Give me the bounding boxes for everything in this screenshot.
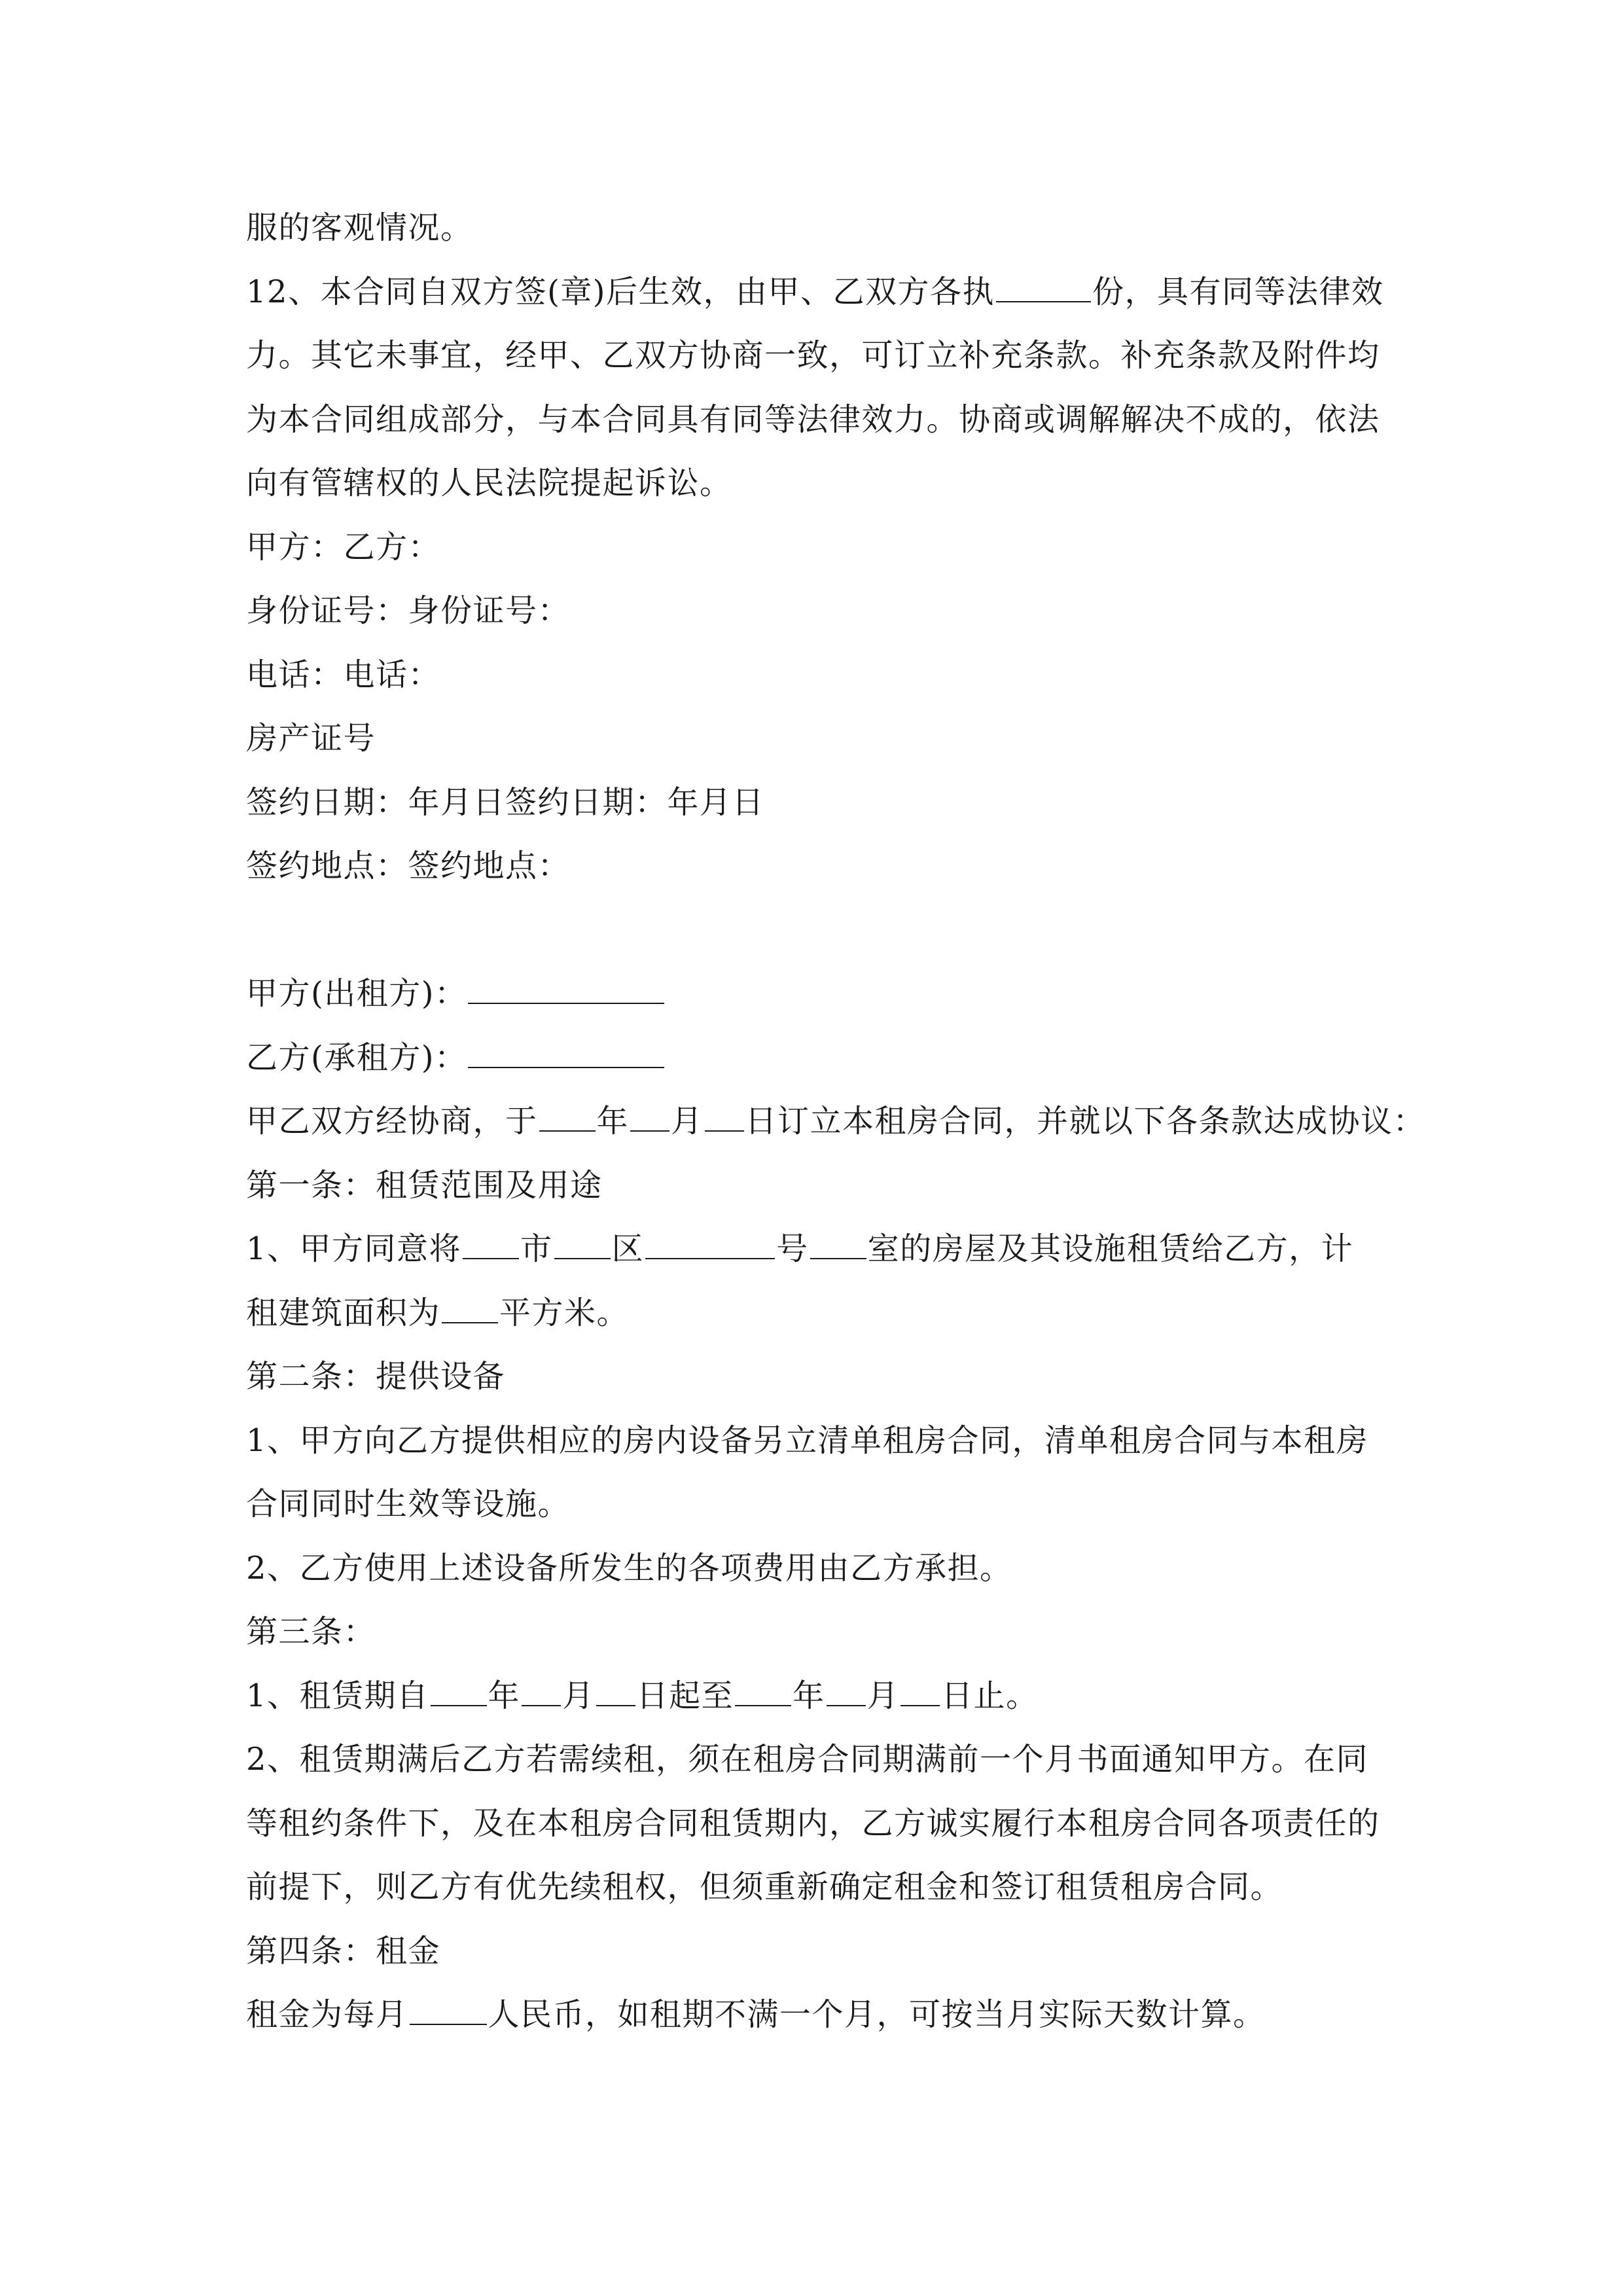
fill-in-blank (630, 1103, 669, 1132)
text-line (246, 1537, 1385, 1601)
text-segment: 日止。 (941, 1677, 1039, 1714)
text-segment: 年 (596, 1103, 630, 1139)
text-segment: 号 (776, 1230, 809, 1267)
text-segment: 等租约条件下，及在本租房合同租赁期内，乙方诚实履行本租房合同各项责任的 (246, 1804, 1380, 1842)
text-segment: 第四条：租金 (246, 1932, 441, 1969)
text-line (246, 1664, 1385, 1729)
text-segment: 签约日期：年月日签约日期：年月日 (246, 783, 765, 821)
text-segment: 份，具有同等法律效 (1092, 273, 1384, 310)
text-segment: 市 (520, 1230, 553, 1267)
text-segment: 平方米。 (499, 1294, 630, 1331)
text-segment: 年 (488, 1677, 521, 1714)
text-segment: 2、乙方使用上述设备所发生的各项费用由乙方承担。 (246, 1549, 1012, 1587)
document-body (246, 196, 1426, 2047)
text-segment: 前提下，则乙方有优先续租权，但须重新确定租金和签订租赁租房合同。 (246, 1869, 1283, 1905)
text-segment: 乙方(承租方)： (246, 1039, 467, 1076)
text-segment: 1、甲方同意将 (246, 1230, 462, 1267)
fill-in-blank (410, 1996, 487, 2025)
fill-in-blank (810, 1230, 866, 1259)
text-segment: 1、甲方向乙方提供相应的房内设备另立清单租房合同，清单租房合同与本租房 (246, 1422, 1369, 1459)
text-line (246, 1983, 1385, 2047)
text-segment: 月 (866, 1677, 900, 1714)
text-line (246, 1217, 1385, 1282)
text-segment: 房产证号 (246, 720, 376, 757)
text-segment: 室的房屋及其设施租赁给乙方，计 (867, 1230, 1354, 1267)
text-line (246, 196, 1385, 260)
text-segment: 第一条：租赁范围及用途 (246, 1166, 603, 1204)
text-segment: 1、租赁期自 (246, 1677, 429, 1714)
fill-in-blank (463, 1230, 519, 1259)
fill-in-blank (645, 1230, 775, 1259)
text-segment: 电话：电话： (246, 656, 441, 693)
text-line (246, 1090, 1426, 1154)
text-line (246, 1409, 1385, 1473)
text-line (246, 962, 1385, 1026)
fill-in-blank (442, 1295, 498, 1323)
text-segment: 第三条： (246, 1613, 376, 1650)
text-line (246, 643, 1385, 708)
fill-in-blank (827, 1677, 866, 1706)
text-line (246, 1920, 1385, 1984)
text-line (246, 771, 1385, 835)
text-segment: 签约地点：签约地点： (246, 848, 571, 884)
text-line (246, 1728, 1385, 1792)
text-segment: 租建筑面积为 (246, 1294, 441, 1331)
text-line (246, 1026, 1385, 1090)
text-line (246, 707, 1385, 771)
text-segment: 月 (671, 1103, 704, 1139)
text-line (246, 1345, 1385, 1409)
text-line (246, 1856, 1385, 1920)
text-segment: 甲方(出租方)： (246, 975, 467, 1012)
text-segment: 租金为每月 (246, 1996, 408, 2033)
text-segment: 第二条：提供设备 (246, 1358, 506, 1395)
text-segment: 日订立本租房合同，并就以下各条款达成协议： (745, 1103, 1426, 1139)
text-segment: 甲乙双方经协商，于 (246, 1103, 538, 1139)
fill-in-blank (431, 1677, 487, 1706)
text-segment: 年 (793, 1677, 825, 1714)
paragraph-spacer (246, 899, 1385, 963)
text-segment: 2、租赁期满后乙方若需续租，须在租房合同期满前一个月书面通知甲方。在同 (246, 1741, 1369, 1778)
text-segment: 力。其它未事宜，经甲、乙双方协商一致，可订立补充条款。补充条款及附件均 (246, 337, 1380, 374)
text-segment: 为本合同组成部分，与本合同具有同等法律效力。协商或调解解决不成的，依法 (246, 401, 1380, 438)
fill-in-blank (901, 1677, 940, 1706)
fill-in-blank (554, 1230, 611, 1259)
fill-in-blank (596, 1677, 635, 1706)
text-line (246, 1154, 1385, 1218)
text-segment: 月 (562, 1677, 595, 1714)
text-line (246, 1282, 1385, 1346)
fill-in-blank (468, 1039, 664, 1068)
text-line (246, 834, 1385, 899)
fill-in-blank (996, 274, 1091, 302)
fill-in-blank (468, 975, 664, 1004)
text-segment: 身份证号：身份证号： (246, 592, 571, 629)
text-segment: 12、本合同自双方签(章)后生效，由甲、乙双方各执 (246, 273, 995, 310)
text-line (246, 579, 1385, 643)
text-segment: 向有管辖权的人民法院提起诉讼。 (246, 465, 732, 501)
text-line (246, 1473, 1385, 1537)
fill-in-blank (705, 1103, 744, 1132)
text-line (246, 1600, 1385, 1664)
text-segment: 合同同时生效等设施。 (246, 1486, 571, 1522)
text-line (246, 1792, 1385, 1856)
text-segment: 人民币，如租期不满一个月，可按当月实际天数计算。 (488, 1996, 1266, 2033)
text-line (246, 388, 1385, 452)
fill-in-blank (735, 1677, 791, 1706)
fill-in-blank (539, 1103, 596, 1132)
text-line (246, 260, 1385, 325)
text-segment: 区 (611, 1230, 645, 1267)
text-line (246, 324, 1385, 388)
text-segment: 日起至 (636, 1677, 734, 1714)
text-line (246, 452, 1385, 516)
fill-in-blank (522, 1677, 561, 1706)
text-line (246, 516, 1385, 580)
text-segment: 服的客观情况。 (246, 209, 473, 246)
text-segment: 甲方：乙方： (246, 528, 441, 565)
